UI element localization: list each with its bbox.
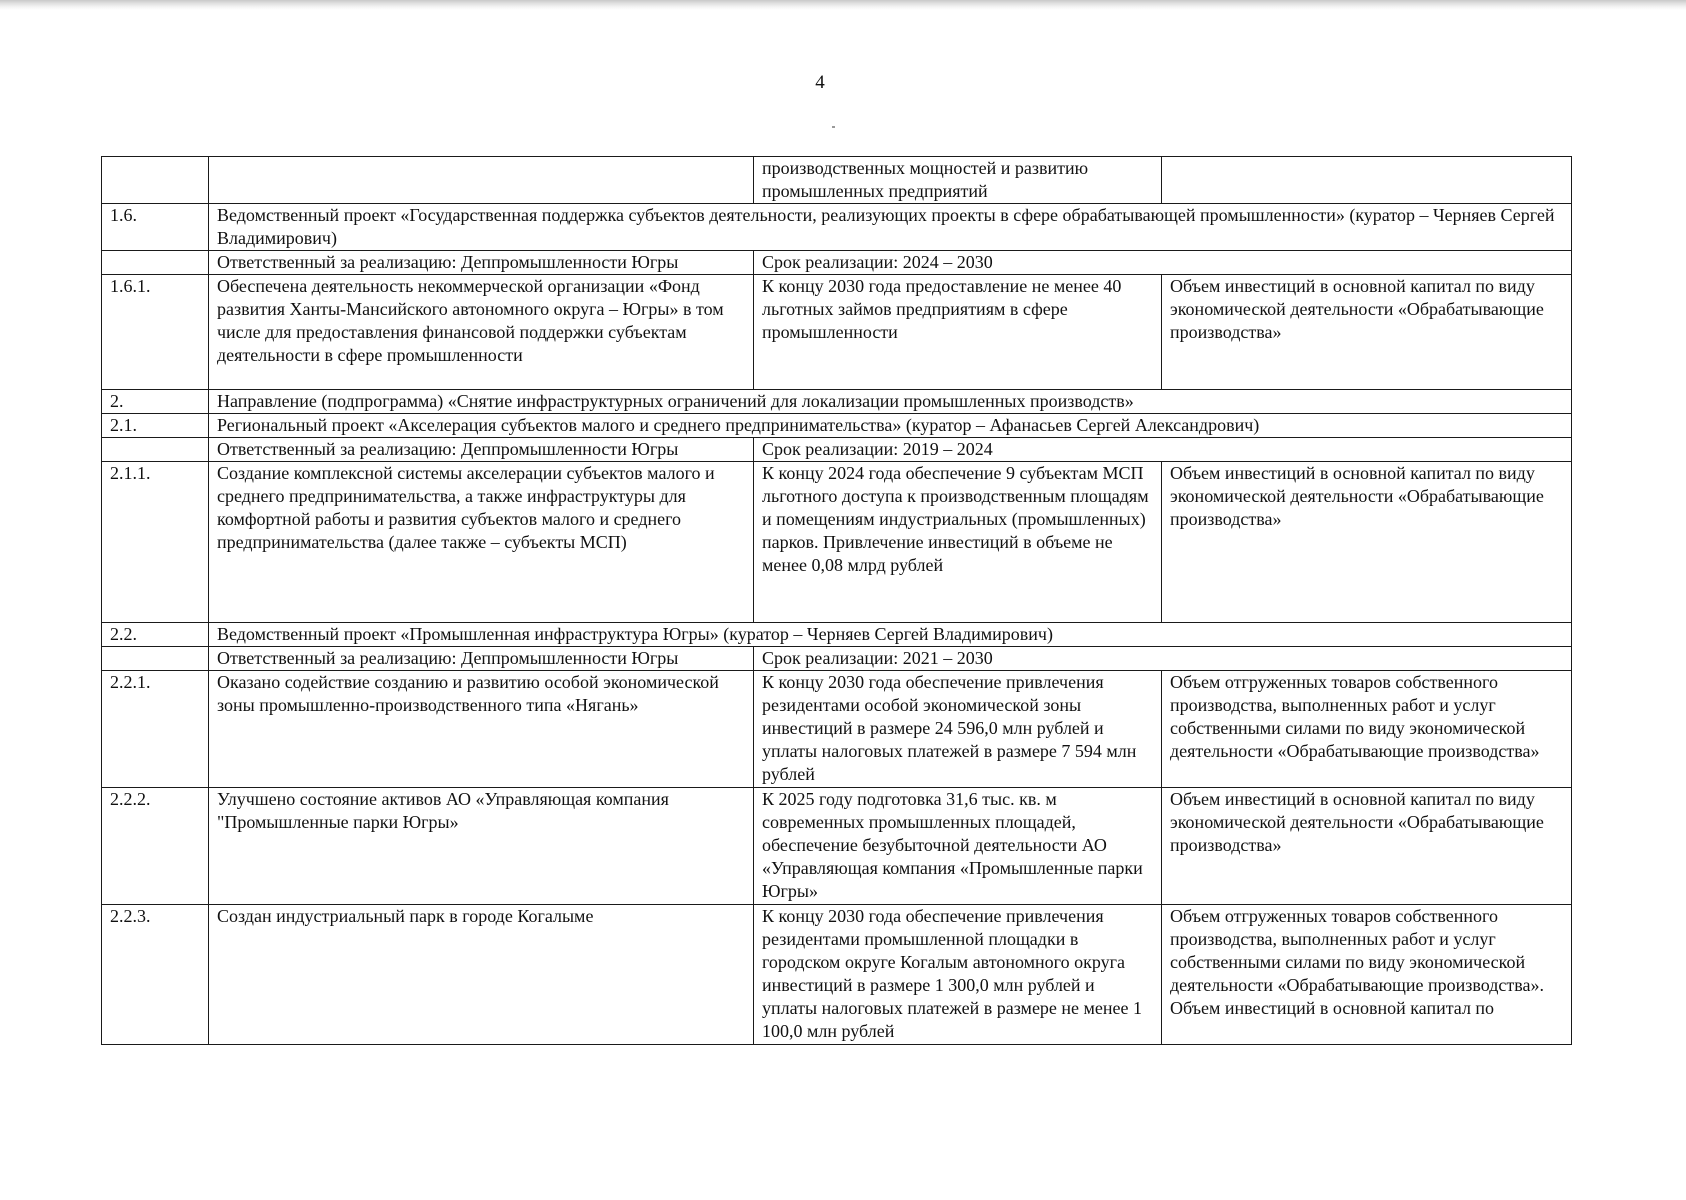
cell-number xyxy=(102,647,209,671)
cell-indicator: Объем инвестиций в основной капитал по виду экономической деятельности «Обрабатывающие производства» xyxy=(1162,462,1572,623)
cell-result: К концу 2030 года обеспечение привлечения резидентами промышленной площадки в городском округе Когалым автономного округа инвестиций в размере 1 300,0 млн рублей и уплаты налоговых платежей в размере не менее 1 100,0 млн рублей xyxy=(754,905,1162,1045)
cell-indicator: Объем инвестиций в основной капитал по виду экономической деятельности «Обрабатывающие производства» xyxy=(1162,275,1572,390)
table-row-responsible xyxy=(102,251,1572,275)
cell-project-title: Ведомственный проект «Государственная поддержка субъектов деятельности, реализующих проекты в сфере обрабатывающей промышленности» (куратор – Черняев Сергей Владимирович) xyxy=(209,204,1572,251)
cell-number: 1.6. xyxy=(102,204,209,251)
cell-number: 2.2. xyxy=(102,623,209,647)
cell-direction-title: Направление (подпрограмма) «Снятие инфраструктурных ограничений для локализации промышленных производств» xyxy=(209,390,1572,414)
table-row-responsible xyxy=(102,438,1572,462)
cell-number: 2.1.1. xyxy=(102,462,209,623)
cell-result: производственных мощностей и развитию промышленных предприятий xyxy=(754,157,1162,204)
table-row-item xyxy=(102,905,1572,1045)
table-row-item xyxy=(102,671,1572,788)
cell-number: 1.6.1. xyxy=(102,275,209,390)
cell-number xyxy=(102,157,209,204)
cell-number: 2. xyxy=(102,390,209,414)
cell-task: Создание комплексной системы акселерации субъектов малого и среднего предпринимательства, а также инфраструктуры для комфортной работы и развития субъектов малого и среднего предпринимательства (далее также – субъекты МСП) xyxy=(209,462,754,623)
scan-edge xyxy=(0,0,1686,10)
cell-result: К концу 2030 года предоставление не менее 40 льготных займов предприятиям в сфере промышленности xyxy=(754,275,1162,390)
cell-task xyxy=(209,157,754,204)
cell-task: Создан индустриальный парк в городе Когалыме xyxy=(209,905,754,1045)
table-row-project xyxy=(102,414,1572,438)
table-row-direction xyxy=(102,390,1572,414)
cell-project-title: Ведомственный проект «Промышленная инфраструктура Югры» (куратор – Черняев Сергей Владимирович) xyxy=(209,623,1572,647)
page-number: 4 xyxy=(815,72,825,93)
table-row-project xyxy=(102,204,1572,251)
cell-project-title: Региональный проект «Акселерация субъектов малого и среднего предпринимательства» (куратор – Афанасьев Сергей Александрович) xyxy=(209,414,1572,438)
program-table xyxy=(101,156,1572,1045)
cell-indicator: Объем отгруженных товаров собственного производства, выполненных работ и услуг собственными силами по виду экономической деятельности «Обрабатывающие производства». Объем инвестиций в основной капитал по xyxy=(1162,905,1572,1045)
cell-result: К 2025 году подготовка 31,6 тыс. кв. м современных промышленных площадей, обеспечение безубыточной деятельности АО «Управляющая компания «Промышленные парки Югры» xyxy=(754,788,1162,905)
cell-number: 2.2.3. xyxy=(102,905,209,1045)
cell-number: 2.2.2. xyxy=(102,788,209,905)
scan-speck xyxy=(832,126,835,128)
cell-indicator xyxy=(1162,157,1572,204)
cell-indicator: Объем отгруженных товаров собственного производства, выполненных работ и услуг собственными силами по виду экономической деятельности «Обрабатывающие производства» xyxy=(1162,671,1572,788)
table-row-project xyxy=(102,623,1572,647)
cell-number: 2.2.1. xyxy=(102,671,209,788)
cell-result: К концу 2030 года обеспечение привлечения резидентами особой экономической зоны инвестиций в размере 24 596,0 млн рублей и уплаты налоговых платежей в размере 7 594 млн рублей xyxy=(754,671,1162,788)
cell-result: К концу 2024 года обеспечение 9 субъектам МСП льготного доступа к производственным площадям и помещениям индустриальных (промышленных) парков. Привлечение инвестиций в объеме не менее 0,08 млрд рублей xyxy=(754,462,1162,623)
cell-responsible: Ответственный за реализацию: Деппромышленности Югры xyxy=(209,647,754,671)
table-row-continuation xyxy=(102,157,1572,204)
cell-responsible: Ответственный за реализацию: Деппромышленности Югры xyxy=(209,251,754,275)
cell-number xyxy=(102,438,209,462)
cell-task: Улучшено состояние активов АО «Управляющая компания "Промышленные парки Югры» xyxy=(209,788,754,905)
table-row-item xyxy=(102,788,1572,905)
cell-task: Обеспечена деятельность некоммерческой организации «Фонд развития Ханты-Мансийского автономного округа – Югры» в том числе для предоставления финансовой поддержки субъектам деятельности в сфере промышленности xyxy=(209,275,754,390)
cell-number xyxy=(102,251,209,275)
table-row-item xyxy=(102,275,1572,390)
cell-responsible: Ответственный за реализацию: Деппромышленности Югры xyxy=(209,438,754,462)
table-row-item xyxy=(102,462,1572,623)
cell-term: Срок реализации: 2019 – 2024 xyxy=(754,438,1572,462)
cell-indicator: Объем инвестиций в основной капитал по виду экономической деятельности «Обрабатывающие производства» xyxy=(1162,788,1572,905)
cell-term: Срок реализации: 2021 – 2030 xyxy=(754,647,1572,671)
cell-task: Оказано содействие созданию и развитию особой экономической зоны промышленно-производственного типа «Нягань» xyxy=(209,671,754,788)
table-row-responsible xyxy=(102,647,1572,671)
cell-term: Срок реализации: 2024 – 2030 xyxy=(754,251,1572,275)
cell-number: 2.1. xyxy=(102,414,209,438)
